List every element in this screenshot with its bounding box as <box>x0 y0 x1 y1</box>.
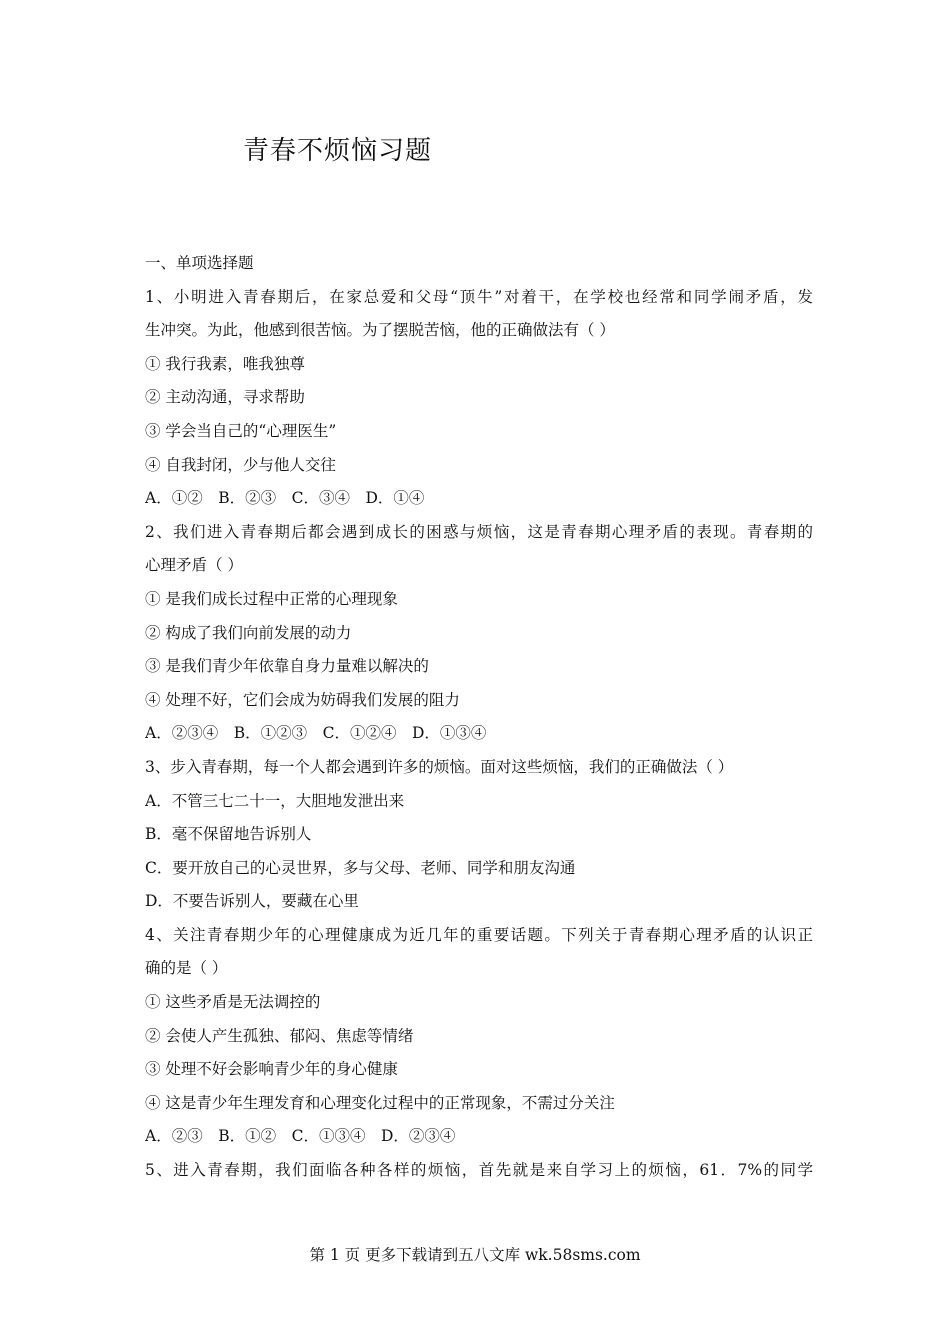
option-line: ④ 自我封闭，少与他人交往 <box>145 455 336 474</box>
page-footer: 第 1 页 更多下载请到五八文库 wk.58sms.com <box>309 1246 641 1264</box>
option-line: B．毫不保留地告诉别人 <box>145 825 312 844</box>
question-line: 1、小明进入青春期后，在家总爱和父母“顶牛”对着干，在学校也经常和同学闹矛盾，发 <box>145 287 813 306</box>
question-line: 心理矛盾（ ） <box>145 556 243 575</box>
question-line: 确的是（ ） <box>145 959 228 978</box>
option-line: A．不管三七二十一，大胆地发泄出来 <box>145 791 405 810</box>
option-line: ② 会使人产生孤独、郁闷、焦虑等情绪 <box>145 1026 414 1045</box>
question-line: 2、我们进入青春期后都会遇到成长的困惑与烦恼，这是青春期心理矛盾的表现。青春期的 <box>145 522 813 541</box>
section-heading: 一、单项选择题 <box>145 254 254 272</box>
question-line: 生冲突。为此，他感到很苦恼。为了摆脱苦恼，他的正确做法有（ ） <box>145 321 615 340</box>
answer-choices: A．②③ B．①② C．①③④ D．②③④ <box>145 1127 456 1146</box>
option-line: ④ 处理不好，它们会成为妨碍我们发展的阻力 <box>145 690 460 709</box>
answer-choices: A．②③④ B．①②③ C．①②④ D．①③④ <box>145 724 487 743</box>
answer-choices: A．①② B．②③ C．③④ D．①④ <box>145 489 425 508</box>
option-line: ① 这些矛盾是无法调控的 <box>145 993 321 1012</box>
question-line: 3、步入青春期，每一个人都会遇到许多的烦恼。面对这些烦恼，我们的正确做法（ ） <box>145 757 734 776</box>
document-title: 青春不烦恼习题 <box>243 136 433 166</box>
option-line: ③ 学会当自己的“心理医生” <box>145 421 337 440</box>
option-line: ① 我行我素，唯我独尊 <box>145 354 305 373</box>
option-line: C．要开放自己的心灵世界，多与父母、老师、同学和朋友沟通 <box>145 858 576 877</box>
document-body <box>145 247 813 1188</box>
question-line: 4、关注青春期少年的心理健康成为近几年的重要话题。下列关于青春期心理矛盾的认识正 <box>145 925 813 944</box>
option-line: D．不要告诉别人，要藏在心里 <box>145 892 359 911</box>
option-line: ② 构成了我们向前发展的动力 <box>145 623 352 642</box>
question-line: 5、进入青春期，我们面临各种各样的烦恼，首先就是来自学习上的烦恼，61．7%的同学 <box>145 1161 813 1180</box>
option-line: ③ 处理不好会影响青少年的身心健康 <box>145 1060 398 1079</box>
option-line: ③ 是我们青少年依靠自身力量难以解决的 <box>145 657 429 676</box>
option-line: ④ 这是青少年生理发育和心理变化过程中的正常现象，不需过分关注 <box>145 1093 615 1112</box>
option-line: ② 主动沟通，寻求帮助 <box>145 388 305 407</box>
option-line: ① 是我们成长过程中正常的心理现象 <box>145 589 398 608</box>
